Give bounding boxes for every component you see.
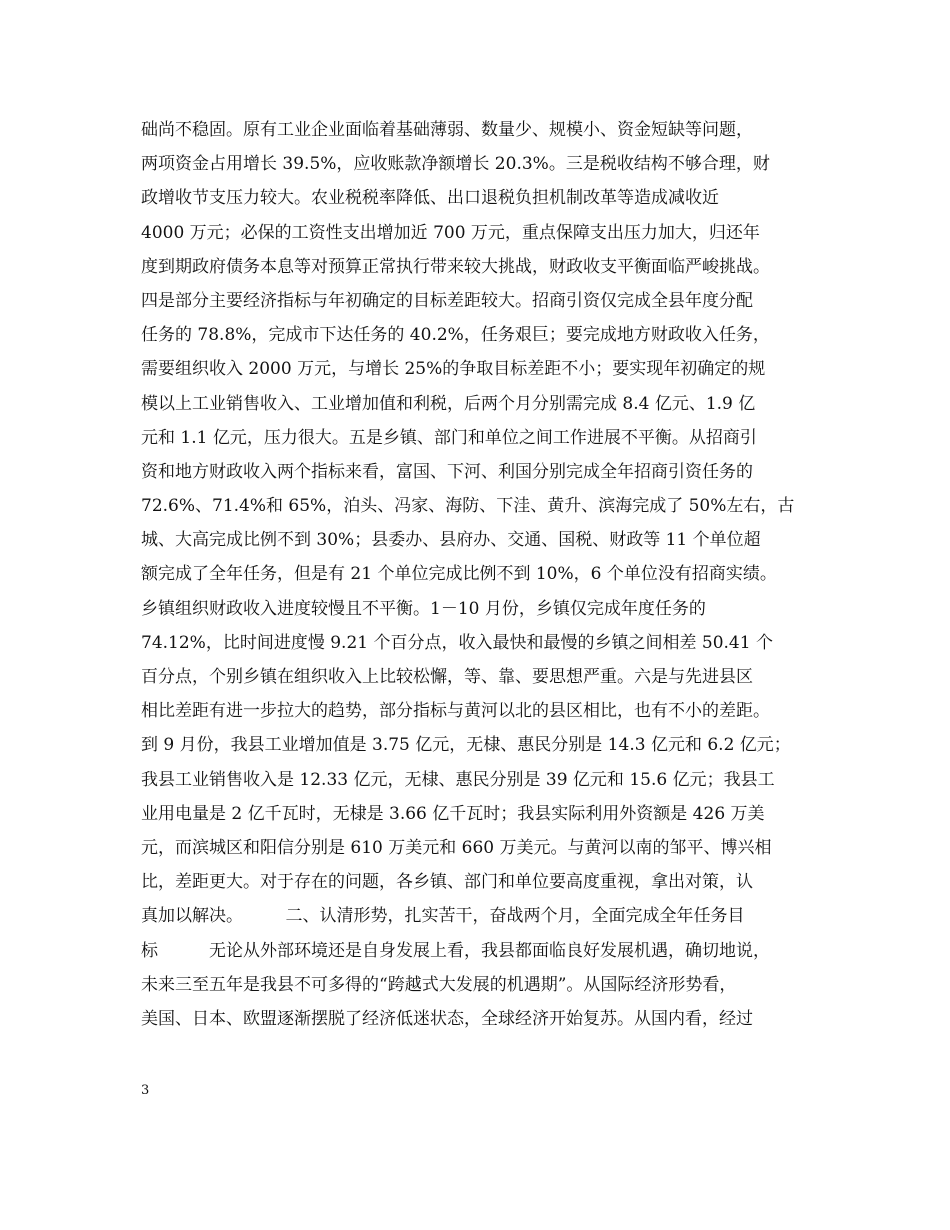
text-line: 元和 1.1 亿元，压力很大。五是乡镇、部门和单位之间工作进展不平衡。从招商引: [141, 427, 757, 448]
text-line: 相比差距有进一步拉大的趋势，部分指标与黄河以北的县区相比，也有不小的差距。: [141, 701, 770, 722]
text-line: 额完成了全年任务，但是有 21 个单位完成比例不到 10%，6 个单位没有招商实绩。: [141, 564, 777, 585]
text-line: 需要组织收入 2000 万元，与增长 25%的争取目标差距不小；要实现年初确定的规: [141, 359, 766, 380]
text-line: 业用电量是 2 亿千瓦时，无棣是 3.66 亿千瓦时；我县实际利用外资额是 426 万美: [141, 803, 765, 824]
text-line: 未来三至五年是我县不可多得的“跨越式大发展的机遇期”。从国际经济形势看，: [141, 974, 737, 995]
text-line: 资和地方财政收入两个指标来看，富国、下河、利国分别完成全年招商引资任务的: [141, 461, 753, 482]
text-line: 到 9 月份，我县工业增加值是 3.75 亿元，无棣、惠民分别是 14.3 亿元和 6.2 亿元；: [141, 735, 791, 756]
text-line: 乡镇组织财政收入进度较慢且不平衡。1－10 月份，乡镇仅完成年度任务的: [141, 598, 706, 619]
text-line: 两项资金占用增长 39.5%，应收账款净额增长 20.3%。三是税收结构不够合理，财: [141, 154, 770, 175]
text-line: 真加以解决。 二、认清形势，扎实苦干，奋战两个月，全面完成全年任务目: [141, 906, 745, 927]
text-line: 元，而滨城区和阳信分别是 610 万美元和 660 万美元。与黄河以南的邹平、博兴相: [141, 837, 772, 858]
body-text: [141, 113, 831, 1036]
text-line: 城、大高完成比例不到 30%；县委办、县府办、交通、国税、财政等 11 个单位超: [141, 530, 761, 551]
text-line: 我县工业销售收入是 12.33 亿元，无棣、惠民分别是 39 亿元和 15.6 亿元；我县工: [141, 769, 775, 790]
text-line: 比，差距更大。对于存在的问题，各乡镇、部门和单位要高度重视，拿出对策，认: [141, 872, 753, 893]
text-line: 政增收节支压力较大。农业税税率降低、出口退税负担机制改革等造成减收近: [141, 188, 719, 209]
text-line: 任务的 78.8%，完成市下达任务的 40.2%，任务艰巨；要完成地方财政收入任务，: [141, 325, 770, 346]
page-number: 3: [141, 1083, 150, 1098]
text-line: 百分点，个别乡镇在组织收入上比较松懈，等、靠、要思想严重。六是与先进县区: [141, 667, 753, 687]
text-line: 模以上工业销售收入、工业增加值和利税，后两个月分别需完成 8.4 亿元、1.9 亿: [141, 393, 756, 414]
text-line: 度到期政府债务本息等对预算正常执行带来较大挑战，财政收支平衡面临严峻挑战。: [141, 256, 770, 277]
text-line: 四是部分主要经济指标与年初确定的目标差距较大。招商引资仅完成全县年度分配: [141, 290, 753, 311]
text-line: 74.12%，比时间进度慢 9.21 个百分点，收入最快和最慢的乡镇之间相差 50.41 个: [141, 632, 773, 653]
text-line: 础尚不稳固。原有工业企业面临着基础薄弱、数量少、规模小、资金短缺等问题，: [141, 120, 753, 140]
text-line: 72.6%、71.4%和 65%，泊头、冯家、海防、下洼、黄升、滨海完成了 50%左右，古: [141, 496, 795, 517]
text-line: 4000 万元；必保的工资性支出增加近 700 万元，重点保障支出压力加大，归还年: [141, 222, 760, 243]
text-line: 美国、日本、欧盟逐渐摆脱了经济低迷状态，全球经济开始复苏。从国内看，经过: [141, 1008, 753, 1029]
text-line: 标 无论从外部环境还是自身发展上看，我县都面临良好发展机遇，确切地说，: [141, 940, 770, 961]
